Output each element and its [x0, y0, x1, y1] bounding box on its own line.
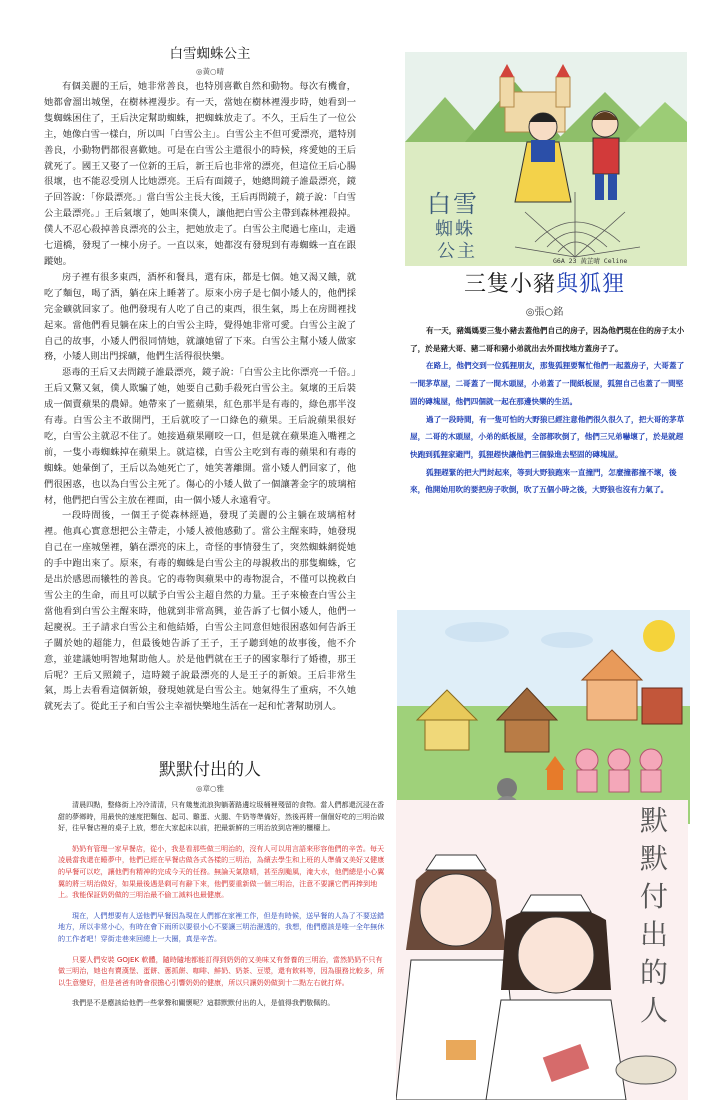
article-body	[44, 79, 356, 715]
article-body	[410, 322, 686, 499]
paragraph: 我們是不是應該給他們一些掌聲和關懷呢？這群默默付出的人，是值得我們敬佩的。	[72, 998, 335, 1008]
article-title-silent-givers: 默默付出的人	[159, 760, 261, 780]
paragraph: 有個美麗的王后，她非常善良，也特別喜歡自然和動物。每次有機會，她都會溜出城堡，在樹林裡漫步。有一天，當她在樹林裡漫步時，她看到一隻蜘蛛困住了，王后決定幫助蜘蛛，把蜘蛛放走了。不久，王后生了一位公主，她像白雪一樣白，所以叫「白雪公主」。白雪公主不但可愛漂亮，還特別善良，小動物們都很喜歡她。可是在白雪公主還很小的時候，疼愛她的王后就死了。國王又娶了一位新的王后，新王后也非常的漂亮，但這位王后心腸很壞，也不能忍受別人比她漂亮。王后有面鏡子，她總問鏡子誰最漂亮，鏡子回答說：「你最漂亮。」當白雪公主長大後，王后再問鏡子，鏡子說：「白雪公主最漂亮。」王后氣壞了，她叫來僕人，讓他把白雪公主帶到森林裡殺掉。僕人不忍心殺掉善良漂亮的公主，把她放走了。白雪公主爬過七座山，走過七道橋，發現了一棟小房子。一直以來，她都沒有發現到有毒蜘蛛一直在跟蹤她。	[44, 81, 356, 267]
three-pigs-drawing	[397, 610, 690, 824]
drawing-title-char: 的	[640, 956, 669, 989]
nurses-drawing	[396, 800, 688, 1100]
drawing-title-char: 雪	[453, 190, 477, 218]
drawing-title-char: 主	[457, 241, 475, 262]
drawing-title-char: 默	[640, 842, 669, 875]
article-title-snow-white: 白雪蜘蛛公主	[169, 46, 251, 62]
paragraph: 狐狸趕緊的把大門封起來，等到大野狼跑來一直撞門，怎麼撞都撞不壞，後來，他開始用吹的要把房子吹倒，吹了五個小時之後，大野狼也沒有力氣了。	[410, 467, 677, 495]
paragraph: 清晨四點，整條街上冷冷清清，只有幾隻流浪狗躺著路邊垃圾桶裡殘留的食物。當人們都還沉浸在香甜的夢鄉時，用最快的速度把麵包、起司、雞蛋、火腿、牛奶等準備好，然後再將一個個好吃的三明治做好，往早餐店裡的桌子上放，想在大家起床以前，把最新鮮的三明治放到店裡的櫃檯上。	[58, 800, 385, 833]
drawing-title-char: 人	[640, 994, 669, 1027]
drawing-signature: G6A 23 黃芷晴 Celine	[553, 257, 628, 265]
paragraph: 在路上，他們交到一位狐狸朋友，那隻狐狸要幫忙他們一起蓋房子，大哥蓋了一間茅草屋，二哥蓋了一間木頭屋，小弟蓋了一間紙板屋，狐狸自己也蓋了一間堅固的磚塊屋，他們四個就一起在那邊快樂的生活。	[410, 361, 685, 406]
paragraph: 只要人們安裝 GOJEK 軟體，隨時隨地都能訂得到奶奶的又美味又有營養的三明治，當然奶奶不只有做三明治，她也有賣漢堡、蛋餅、蔥抓餅、咖啡、鮮奶、奶茶、豆漿，還有飲料等，因為服務比較多，所以生意變好，但是爸爸有時會很擔心引響奶奶的健康，所以只讓奶奶做到十二點左右就打烊。	[58, 954, 385, 987]
paragraph: 有一天，豬媽媽要三隻小豬去蓋他們自己的房子，因為他們現在住的房子太小了，於是豬大哥、豬二哥和豬小弟就出去外面找地方蓋房子了。	[410, 326, 685, 353]
paragraph: 現在，人們想要有人送他們早餐因為現在人們都在家裡工作，但是有時候，送早餐的人為了不要送錯地方，所以非常小心，有時在會下雨所以要很小心不要讓三明治濕透的，我想，他們應該是唯一全年無休的工作者吧！穿街走巷來回總上一大圈，真是辛苦。	[58, 910, 385, 943]
drawing-title-char: 蛛	[455, 219, 473, 240]
article-author: ◎章○雅	[195, 784, 225, 793]
drawing-title-char: 默	[640, 804, 669, 837]
paragraph: 房子裡有很多東西，酒杯和餐具，還有床，都是七個。她又渴又餓，就吃了麵包，喝了酒，躺在床上睡著了。原來小房子是七個小矮人的，他們採完金礦就回家了。他們發現有人吃了自己的東西，很生氣，馬上在房間裡找起來。當他們看見躺在床上的白雪公主時，覺得她非常可愛。白雪公主說了自己的故事，小矮人們很同情她，就讓她留了下來。白雪公主幫小矮人做家務，小矮人則出門採礦，他們生活得很快樂。	[44, 271, 356, 363]
snow-white-drawing	[405, 52, 687, 266]
article-author: ◎張○銘	[525, 307, 564, 318]
drawing-title-char: 出	[640, 918, 669, 951]
paragraph: 奶奶有管理一家早餐店，從小，我是看那些做三明治的，沒有人可以用言語來形容他們的辛苦。每天凌晨當我還在睡夢中，他們已經在早餐店做各式各樣的三明治，為繽去學生和上班的人準備又美好又健康的早餐可以吃，讓他們有精神的完成今天的任務。無論天氣陰晴，甚至刮颱風，淹大水，他們總是小心翼翼的將三明治做好，如果最後遇是剩可有辭下來，他們要重新做一個三明治，注意不要讓它們再捧到地上。我能保証奶奶做的三明治最不偷工減料也最健康。	[58, 843, 385, 900]
drawing-title-char: 蜘	[435, 219, 453, 240]
article-title-three-pigs	[397, 267, 692, 298]
drawing-title-char: 付	[640, 880, 669, 913]
title-part: 三隻小豬	[463, 272, 556, 297]
article-body	[58, 799, 386, 1018]
title-part-highlight: 與狐狸	[556, 272, 626, 297]
drawing-title-char: 白	[427, 190, 451, 218]
paragraph: 一段時間後，一個王子從森林經過，發現了美麗的公主躺在玻璃棺材裡。他真心實意想把公主帶走，小矮人被他感動了。當公主醒來時，她發現自己在一座城堡裡，躺在漂亮的床上，奇怪的事情發生了，突然蜘蛛網從她的手中跑出來了。原來，有毒的蜘蛛是白雪公主的母親救出的那隻蜘蛛，它是出於感恩而犧牲的善良。它的毒物與蘋果中的毒物混合，不僅可以挽救白雪公主的生命，而且可以賦予白雪公主超自然的力量。王子來檢查白雪公主當他看到白雪公主醒來時，他就到非常高興，並告訴了七個小矮人，他們一起慶祝。王子請求白雪公主和他結婚，白雪公主同意但她很困惑如何告訴王子關於她的超能力，但最後她告訴了王子，王子聽到她的故事後，他不介意，並建議她明智地幫助他人。於是他們就在王子的國家舉行了婚禮，那王后呢？王后又照鏡子，這時鏡子說最漂亮的人是王子的新娘。王后非常生氣，馬上去看看這個新娘，發現她就是白雪公主。她氣得生了重病，不久她就死去了。從此王子和白雪公主幸福快樂地生活在一起和忙著幫助別人。	[44, 510, 356, 713]
article-author: ◎黃○晴	[195, 67, 225, 76]
paragraph: 過了一段時間，有一隻可怕的大野狼已經注意他們很久很久了，把大哥的茅草屋，二哥的木頭屋，小弟的紙板屋，全部都吹倒了，他們三兄弟嚇壞了，於是就趕快跑到狐狸家避門，狐狸趕快讓他們三個躲進去堅固的磚塊屋。	[410, 414, 685, 459]
paragraph: 惡毒的王后又去問鏡子誰最漂亮，鏡子說：「白雪公主比你漂亮一千倍。」王后又驚又氣，僕人欺騙了她，她要自己動手殺死白雪公主。氣壞的王后裝成一個賣蘋果的農婦。她帶來了一籃蘋果，紅色那半是有毒的，綠色那半沒有毒。白雪公主不敢開門，王后就咬了一口綠色的蘋果。王后說蘋果很好吃，白雪公主就忍不住了。她接過蘋果剛咬一口，但是就在蘋果進入嘴裡之前，一隻小毒蜘蛛掉在蘋果上。就這樣，白雪公主吃到有毒的蘋果和有毒的蜘蛛。她暈倒了，王后以為她死亡了，她笑著離開。當小矮人們回家了，他們很困惑，也以為白雪公主死了。傷心的小矮人做了一個讓著金字的玻璃棺材，他們把白雪公主放在裡面，由一個小矮人永遠看守。	[44, 367, 356, 506]
drawing-title-char: 公	[437, 241, 455, 262]
